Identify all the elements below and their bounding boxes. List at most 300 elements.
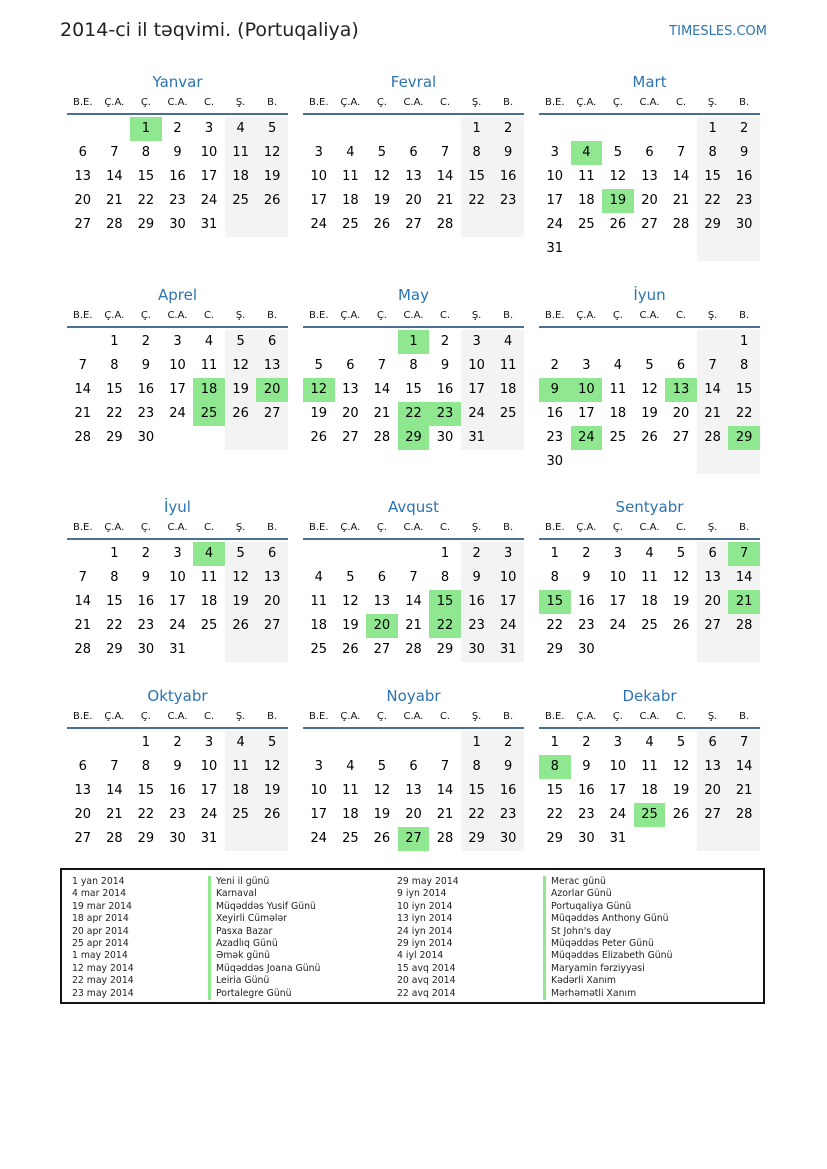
empty-cell: [67, 330, 99, 354]
empty-cell: [634, 237, 666, 261]
holiday-name: Azadlıq Günü: [208, 938, 320, 950]
day-cell: 10: [200, 759, 218, 774]
holiday-date: 23 may 2014: [72, 987, 134, 999]
empty-cell: [697, 450, 729, 474]
day-cell: 14: [728, 755, 760, 779]
empty-cell: [67, 542, 99, 566]
holiday-name: Portalegre Günü: [208, 988, 320, 1000]
day-cell: 12: [672, 570, 690, 585]
day-cell: 25: [225, 803, 257, 827]
day-cell: 16: [492, 779, 524, 803]
day-cell: 13: [697, 755, 729, 779]
weekday-label: C.A.: [639, 522, 660, 533]
day-cell: 31: [200, 217, 218, 232]
day-cell: 5: [676, 546, 686, 561]
day-cell: 15: [546, 783, 564, 798]
day-cell: 10: [571, 378, 603, 402]
day-cell: 21: [373, 406, 391, 421]
month-name: İyul: [164, 498, 191, 516]
empty-cell: [193, 426, 225, 450]
day-cell: 19: [256, 165, 288, 189]
day-cell: 26: [672, 807, 690, 822]
month-2: [303, 71, 524, 237]
empty-cell: [193, 638, 225, 662]
day-cell: 5: [613, 145, 623, 160]
day-cell: 16: [461, 590, 493, 614]
day-cell: 30: [461, 638, 493, 662]
holiday-name: Mərhəmətli Xanım: [543, 988, 672, 1000]
weekday-label: C.A.: [167, 711, 188, 722]
day-cell: 26: [342, 642, 359, 657]
month-11: [303, 685, 524, 851]
day-cell: 13: [641, 169, 658, 184]
weekday-label: B.: [739, 711, 750, 722]
weekday-label: C.: [439, 522, 451, 533]
day-cell: 18: [193, 378, 225, 402]
holiday-date: 1 yan 2014: [72, 876, 125, 887]
day-cell: 29: [697, 213, 729, 237]
holiday-name: Kədərli Xanım: [543, 975, 672, 987]
day-cell: 10: [492, 566, 524, 590]
day-cell: 6: [256, 330, 288, 354]
holiday-date: 1 may 2014: [72, 950, 128, 962]
day-cell: 2: [461, 542, 493, 566]
empty-cell: [728, 450, 760, 474]
weekday-label: B.: [739, 310, 750, 321]
day-cell: 2: [492, 731, 524, 755]
empty-cell: [398, 117, 430, 141]
day-cell: 26: [373, 217, 391, 232]
day-cell: 2: [141, 546, 151, 561]
day-cell: 16: [137, 382, 155, 397]
day-cell: 4: [492, 330, 524, 354]
day-cell: 26: [225, 614, 257, 638]
weekday-label: Ç.A.: [104, 522, 125, 533]
month-name: Yanvar: [152, 73, 203, 91]
empty-cell: [697, 237, 729, 261]
empty-cell: [634, 330, 666, 354]
day-cell: 22: [137, 193, 155, 208]
day-cell: 28: [74, 642, 92, 657]
day-cell: 24: [546, 217, 564, 232]
weekday-label: C.: [439, 711, 451, 722]
empty-cell: [728, 827, 760, 851]
day-cell: 22: [106, 406, 123, 421]
day-cell: 13: [405, 169, 422, 184]
day-cell: 5: [377, 145, 387, 160]
day-cell: 9: [141, 358, 151, 373]
day-cell: 21: [672, 193, 690, 208]
day-cell: 24: [492, 614, 524, 638]
day-cell: 19: [641, 406, 658, 421]
day-cell: 14: [436, 169, 454, 184]
weekday-label: Ş.: [471, 310, 482, 321]
holiday-date: 25 apr 2014: [72, 937, 129, 949]
day-cell: 27: [405, 217, 422, 232]
day-cell: 14: [697, 378, 729, 402]
day-cell: 1: [440, 546, 450, 561]
weekday-label: B.E.: [309, 310, 329, 321]
weekday-label: Ş.: [707, 310, 718, 321]
day-cell: 17: [609, 783, 627, 798]
day-cell: 24: [310, 831, 328, 846]
day-cell: 18: [609, 406, 627, 421]
day-cell: 12: [303, 378, 335, 402]
day-cell: 13: [697, 566, 729, 590]
day-cell: 22: [106, 618, 123, 633]
day-cell: 10: [461, 354, 493, 378]
empty-cell: [665, 330, 697, 354]
day-cell: 23: [492, 803, 524, 827]
day-cell: 4: [571, 141, 603, 165]
month-9: [539, 496, 760, 662]
day-grid: [303, 330, 524, 450]
day-cell: 17: [310, 807, 328, 822]
day-cell: 9: [461, 566, 493, 590]
empty-cell: [225, 827, 257, 851]
day-cell: 17: [609, 594, 627, 609]
day-cell: 17: [310, 193, 328, 208]
day-cell: 16: [436, 382, 454, 397]
day-cell: 28: [728, 614, 760, 638]
day-cell: 28: [106, 831, 123, 846]
day-cell: 18: [641, 594, 658, 609]
day-cell: 30: [169, 217, 186, 232]
weekday-label: Ç.A.: [104, 97, 125, 108]
day-cell: 14: [405, 594, 422, 609]
day-cell: 23: [169, 193, 186, 208]
day-cell: 3: [204, 121, 214, 136]
day-cell: 1: [550, 546, 559, 561]
holiday-date: 10 iyn 2014: [397, 900, 453, 912]
day-cell: 6: [676, 358, 686, 373]
day-cell: 20: [405, 807, 422, 822]
day-cell: 21: [74, 406, 92, 421]
day-cell: 16: [578, 594, 595, 609]
day-cell: 2: [173, 121, 182, 136]
day-cell: 12: [373, 783, 391, 798]
weekday-label: B.: [267, 711, 278, 722]
day-cell: 19: [256, 779, 288, 803]
day-cell: 20: [641, 193, 658, 208]
weekday-label: Ç.: [612, 711, 623, 722]
empty-cell: [225, 213, 257, 237]
day-cell: 3: [314, 145, 323, 160]
holiday-name: Xeyirli Cümələr: [208, 913, 320, 925]
day-cell: 6: [346, 358, 355, 373]
weekday-label: B.E.: [73, 97, 93, 108]
weekday-label: Ç.A.: [340, 97, 361, 108]
empty-cell: [602, 330, 634, 354]
weekday-label: B.: [503, 97, 514, 108]
holiday-name: Karnaval: [208, 888, 320, 900]
day-cell: 10: [310, 783, 328, 798]
day-cell: 1: [461, 731, 493, 755]
day-cell: 23: [137, 618, 155, 633]
day-cell: 15: [461, 779, 493, 803]
day-cell: 11: [225, 141, 257, 165]
day-cell: 30: [436, 430, 454, 445]
month-1: [67, 71, 288, 237]
day-cell: 23: [492, 189, 524, 213]
empty-cell: [303, 117, 335, 141]
day-cell: 11: [200, 358, 218, 373]
weekday-header: [303, 707, 524, 729]
empty-cell: [697, 330, 729, 354]
day-cell: 16: [169, 783, 186, 798]
day-cell: 10: [546, 169, 564, 184]
day-cell: 8: [110, 570, 119, 585]
weekday-label: Ş.: [235, 522, 246, 533]
day-cell: 28: [672, 217, 690, 232]
day-cell: 9: [539, 378, 571, 402]
weekday-label: C.A.: [639, 310, 660, 321]
day-cell: 21: [106, 193, 123, 208]
empty-cell: [225, 426, 257, 450]
empty-cell: [256, 827, 288, 851]
day-cell: 5: [377, 759, 387, 774]
day-cell: 3: [173, 334, 182, 349]
day-cell: 29: [728, 426, 760, 450]
weekday-label: B.E.: [309, 97, 329, 108]
day-cell: 18: [310, 618, 328, 633]
day-cell: 16: [169, 169, 186, 184]
holiday-dates-col-2: [397, 876, 459, 1000]
day-cell: 2: [550, 358, 559, 373]
weekday-label: C.: [203, 522, 215, 533]
day-cell: 21: [697, 402, 729, 426]
weekday-label: B.: [739, 97, 750, 108]
day-cell: 23: [461, 614, 493, 638]
day-cell: 26: [672, 618, 690, 633]
weekday-label: C.: [439, 310, 451, 321]
day-cell: 9: [492, 141, 524, 165]
empty-cell: [335, 731, 367, 755]
day-cell: 18: [578, 193, 595, 208]
weekday-label: B.E.: [309, 711, 329, 722]
day-cell: 1: [398, 330, 430, 354]
day-cell: 15: [106, 594, 123, 609]
weekday-label: Ş.: [707, 711, 718, 722]
day-cell: 8: [440, 570, 450, 585]
day-cell: 13: [342, 382, 359, 397]
weekday-label: Ç.A.: [340, 711, 361, 722]
empty-cell: [665, 638, 697, 662]
day-cell: 3: [173, 546, 182, 561]
day-cell: 20: [74, 807, 92, 822]
day-cell: 18: [342, 193, 359, 208]
weekday-label: Ç.: [376, 310, 387, 321]
day-cell: 4: [613, 358, 623, 373]
day-cell: 13: [256, 566, 288, 590]
weekday-label: C.A.: [403, 310, 424, 321]
day-cell: 1: [697, 117, 729, 141]
weekday-label: B.E.: [545, 522, 565, 533]
day-cell: 4: [645, 546, 654, 561]
day-cell: 2: [582, 735, 591, 750]
day-cell: 21: [436, 193, 454, 208]
day-cell: 27: [697, 803, 729, 827]
weekday-label: Ç.: [612, 522, 623, 533]
weekday-label: B.E.: [545, 711, 565, 722]
day-cell: 7: [78, 358, 87, 373]
day-cell: 5: [314, 358, 323, 373]
day-cell: 15: [106, 382, 123, 397]
day-cell: 18: [492, 378, 524, 402]
day-cell: 31: [546, 241, 564, 256]
day-cell: 26: [373, 831, 391, 846]
day-cell: 22: [461, 803, 493, 827]
month-5: [303, 284, 524, 450]
day-cell: 25: [342, 217, 359, 232]
empty-cell: [256, 213, 288, 237]
weekday-label: B.: [267, 310, 278, 321]
day-cell: 1: [110, 334, 119, 349]
weekday-label: C.A.: [403, 522, 424, 533]
empty-cell: [539, 117, 571, 141]
day-cell: 21: [436, 807, 454, 822]
day-cell: 5: [346, 570, 355, 585]
day-cell: 22: [398, 402, 430, 426]
holiday-name: Yeni il günü: [208, 876, 320, 888]
day-cell: 7: [440, 759, 450, 774]
day-cell: 22: [546, 807, 564, 822]
holiday-date: 18 apr 2014: [72, 913, 129, 925]
weekday-label: C.: [203, 310, 215, 321]
weekday-label: C.A.: [167, 522, 188, 533]
day-cell: 18: [225, 779, 257, 803]
empty-cell: [697, 638, 729, 662]
day-cell: 27: [641, 217, 658, 232]
day-cell: 12: [256, 755, 288, 779]
day-cell: 4: [346, 145, 355, 160]
day-cell: 16: [546, 406, 564, 421]
day-cell: 8: [697, 141, 729, 165]
day-cell: 30: [492, 827, 524, 851]
weekday-label: Ç.A.: [576, 522, 597, 533]
day-cell: 25: [609, 430, 627, 445]
day-cell: 19: [373, 807, 391, 822]
empty-cell: [335, 542, 367, 566]
weekday-label: Ç.: [376, 97, 387, 108]
weekday-label: C.A.: [403, 97, 424, 108]
day-cell: 10: [310, 169, 328, 184]
weekday-label: C.: [203, 97, 215, 108]
day-cell: 11: [342, 169, 359, 184]
day-cell: 17: [492, 590, 524, 614]
page-title: 2014-ci il təqvimi. (Portuqaliya): [60, 19, 359, 41]
day-cell: 8: [539, 755, 571, 779]
site-link[interactable]: TIMESLES.COM: [669, 24, 767, 39]
holiday-name: Azorlar Günü: [543, 888, 672, 900]
day-cell: 20: [366, 614, 398, 638]
day-cell: 8: [550, 570, 559, 585]
day-cell: 15: [405, 382, 422, 397]
day-cell: 28: [373, 430, 391, 445]
day-cell: 22: [137, 807, 155, 822]
holiday-name: Merac günü: [543, 876, 672, 888]
day-cell: 19: [310, 406, 328, 421]
day-grid: [539, 542, 760, 662]
day-cell: 12: [225, 354, 257, 378]
day-cell: 10: [609, 759, 627, 774]
day-cell: 7: [697, 354, 729, 378]
weekday-label: Ç.: [140, 97, 151, 108]
day-cell: 29: [546, 642, 564, 657]
day-cell: 11: [492, 354, 524, 378]
day-cell: 2: [141, 334, 151, 349]
holiday-date: 15 avq 2014: [397, 962, 456, 974]
day-grid: [67, 542, 288, 662]
holiday-names-col-1: [208, 876, 320, 1000]
day-cell: 30: [137, 642, 155, 657]
holiday-name: Müqəddəs Anthony Günü: [543, 913, 672, 925]
month-10: [67, 685, 288, 851]
day-cell: 6: [697, 731, 729, 755]
day-cell: 13: [665, 378, 697, 402]
day-cell: 23: [169, 807, 186, 822]
day-cell: 25: [342, 831, 359, 846]
day-cell: 10: [200, 145, 218, 160]
day-cell: 2: [582, 546, 591, 561]
day-cell: 14: [74, 382, 92, 397]
day-cell: 25: [492, 402, 524, 426]
month-name: Fevral: [390, 73, 437, 91]
weekday-label: C.: [675, 522, 687, 533]
day-cell: 7: [676, 145, 686, 160]
holiday-name: Maryamin fərziyyəsi: [543, 963, 672, 975]
day-cell: 19: [602, 189, 634, 213]
empty-cell: [366, 117, 398, 141]
day-cell: 29: [461, 827, 493, 851]
month-name: Oktyabr: [147, 687, 208, 705]
holiday-name: Müqəddəs Yusif Günü: [208, 901, 320, 913]
day-cell: 15: [728, 378, 760, 402]
weekday-header: [303, 93, 524, 115]
day-grid: [539, 731, 760, 851]
holiday-date: 20 apr 2014: [72, 925, 129, 937]
day-cell: 24: [169, 618, 186, 633]
day-cell: 28: [436, 217, 454, 232]
day-cell: 12: [256, 141, 288, 165]
day-cell: 8: [141, 759, 151, 774]
day-cell: 7: [440, 145, 450, 160]
day-cell: 8: [461, 141, 493, 165]
day-cell: 18: [641, 783, 658, 798]
day-cell: 7: [728, 542, 760, 566]
day-cell: 8: [110, 358, 119, 373]
weekday-label: B.E.: [73, 711, 93, 722]
day-cell: 20: [74, 193, 92, 208]
empty-cell: [492, 426, 524, 450]
month-name: Aprel: [157, 286, 198, 304]
weekday-label: Ç.: [140, 522, 151, 533]
day-cell: 23: [728, 189, 760, 213]
day-cell: 20: [256, 590, 288, 614]
day-cell: 24: [200, 193, 218, 208]
day-cell: 4: [225, 731, 257, 755]
empty-cell: [303, 330, 335, 354]
day-cell: 16: [728, 165, 760, 189]
day-cell: 30: [137, 430, 155, 445]
day-cell: 12: [342, 594, 359, 609]
day-cell: 23: [578, 807, 595, 822]
day-cell: 17: [546, 193, 564, 208]
weekday-label: C.A.: [639, 711, 660, 722]
month-8: [303, 496, 524, 662]
day-cell: 14: [728, 566, 760, 590]
day-cell: 3: [314, 759, 323, 774]
